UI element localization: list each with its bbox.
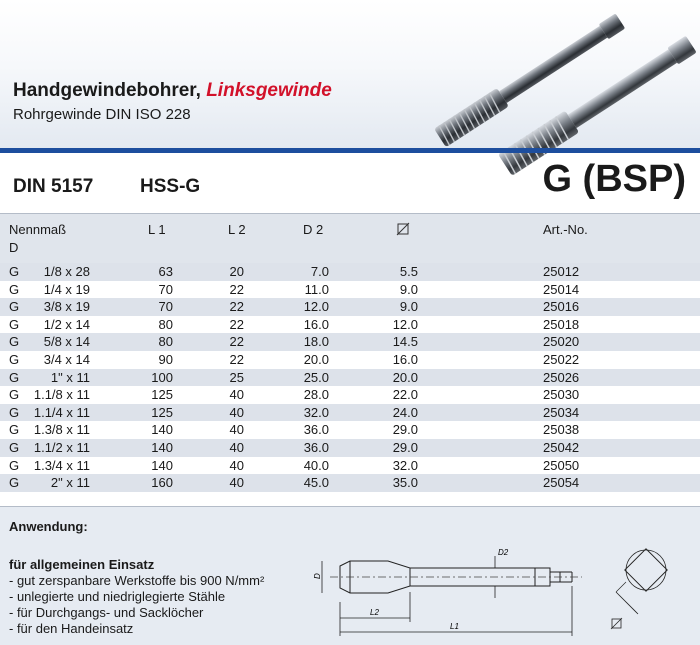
tap-technical-drawing bbox=[300, 542, 590, 642]
cell-square: 20.0 bbox=[392, 369, 418, 385]
cell-artno: 25016 bbox=[543, 299, 580, 315]
cell-l1: 80 bbox=[158, 316, 173, 332]
cell-l1: 140 bbox=[151, 439, 173, 455]
cell-size: 1/2 x 14 bbox=[43, 316, 90, 332]
table-body bbox=[0, 263, 700, 492]
cell-d2: 25.0 bbox=[303, 369, 329, 385]
cell-d2: 36.0 bbox=[303, 439, 329, 455]
cell-square: 9.0 bbox=[399, 281, 418, 297]
cell-artno: 25050 bbox=[543, 457, 580, 473]
cell-l1: 80 bbox=[158, 334, 173, 350]
table-row bbox=[0, 351, 700, 369]
table-row bbox=[0, 421, 700, 439]
cell-size: 1.1/2 x 11 bbox=[33, 439, 90, 455]
cell-g: G bbox=[9, 457, 20, 473]
cell-l1: 140 bbox=[151, 422, 173, 438]
cell-square: 32.0 bbox=[392, 457, 418, 473]
cell-g: G bbox=[9, 439, 20, 455]
table-row bbox=[0, 298, 700, 316]
cell-square: 9.0 bbox=[399, 299, 418, 315]
cell-d2: 32.0 bbox=[303, 404, 329, 420]
cell-g: G bbox=[9, 281, 20, 297]
usage-section bbox=[0, 506, 700, 645]
cell-square: 12.0 bbox=[392, 316, 418, 332]
page-title bbox=[13, 80, 332, 102]
cell-l2: 40 bbox=[229, 404, 244, 420]
col-square bbox=[396, 222, 410, 239]
din-standard: DIN 5157 bbox=[13, 176, 94, 197]
cell-l1: 160 bbox=[151, 475, 173, 491]
cell-d2: 7.0 bbox=[310, 264, 329, 279]
usage-list bbox=[9, 573, 264, 637]
cell-l2: 22 bbox=[229, 281, 244, 297]
cell-l2: 22 bbox=[229, 299, 244, 315]
blue-divider bbox=[0, 148, 700, 153]
material-label: HSS-G bbox=[140, 176, 201, 197]
cell-l2: 22 bbox=[229, 351, 244, 367]
cell-g: G bbox=[9, 299, 20, 315]
cell-l1: 70 bbox=[158, 281, 173, 297]
drawing-label-l2: L2 bbox=[370, 608, 379, 617]
page-subtitle: Rohrgewinde DIN ISO 228 bbox=[13, 106, 191, 123]
drawing-label-d: D bbox=[313, 573, 322, 579]
cell-l2: 40 bbox=[229, 457, 244, 473]
table-header bbox=[0, 213, 700, 263]
cell-square: 22.0 bbox=[392, 387, 418, 403]
cell-size: 1.3/4 x 11 bbox=[33, 457, 90, 473]
cell-d2: 16.0 bbox=[303, 316, 329, 332]
col-l2: L 2 bbox=[228, 222, 246, 237]
table-row bbox=[0, 404, 700, 422]
cell-size: 2" x 11 bbox=[50, 475, 90, 491]
cell-g: G bbox=[9, 334, 20, 350]
cell-artno: 25034 bbox=[543, 404, 580, 420]
cell-artno: 25054 bbox=[543, 475, 580, 491]
cell-artno: 25020 bbox=[543, 334, 580, 350]
cell-artno: 25018 bbox=[543, 316, 580, 332]
cell-d2: 40.0 bbox=[303, 457, 329, 473]
cell-size: 1/8 x 28 bbox=[43, 264, 90, 279]
cell-d2: 12.0 bbox=[303, 299, 329, 315]
cell-d2: 28.0 bbox=[303, 387, 329, 403]
cell-l2: 40 bbox=[229, 422, 244, 438]
cell-l2: 40 bbox=[229, 387, 244, 403]
col-artno: Art.-No. bbox=[543, 222, 588, 237]
cell-l2: 40 bbox=[229, 475, 244, 491]
cell-l2: 22 bbox=[229, 316, 244, 332]
cell-l2: 20 bbox=[229, 264, 244, 279]
cell-g: G bbox=[9, 351, 20, 367]
usage-item: - unlegierte und niedriglegierte Stähle bbox=[9, 589, 226, 604]
cell-square: 14.5 bbox=[392, 334, 418, 350]
cell-g: G bbox=[9, 369, 20, 385]
table-row bbox=[0, 439, 700, 457]
cell-l2: 40 bbox=[229, 439, 244, 455]
drawing-label-d2: D2 bbox=[498, 548, 509, 557]
cell-l2: 25 bbox=[229, 369, 244, 385]
cell-artno: 25026 bbox=[543, 369, 580, 385]
cell-l1: 63 bbox=[158, 264, 173, 279]
cell-artno: 25012 bbox=[543, 264, 580, 279]
cell-size: 1.1/4 x 11 bbox=[33, 404, 90, 420]
cell-artno: 25042 bbox=[543, 439, 580, 455]
square-drive-drawing bbox=[608, 547, 678, 637]
cell-l1: 100 bbox=[151, 369, 173, 385]
cell-d2: 20.0 bbox=[303, 351, 329, 367]
cell-artno: 25022 bbox=[543, 351, 580, 367]
cell-size: 1/4 x 19 bbox=[43, 281, 90, 297]
cell-artno: 25014 bbox=[543, 281, 580, 297]
col-d: D bbox=[9, 240, 19, 255]
col-d2: D 2 bbox=[303, 222, 324, 237]
square-size-icon bbox=[396, 222, 410, 236]
cell-artno: 25038 bbox=[543, 422, 580, 438]
cell-g: G bbox=[9, 316, 20, 332]
square-icon bbox=[611, 618, 622, 629]
cell-size: 1.1/8 x 11 bbox=[33, 387, 90, 403]
cell-g: G bbox=[9, 475, 20, 491]
cell-square: 5.5 bbox=[399, 264, 418, 279]
table-row bbox=[0, 457, 700, 475]
cell-artno: 25030 bbox=[543, 387, 580, 403]
cell-g: G bbox=[9, 422, 20, 438]
cell-g: G bbox=[9, 264, 20, 279]
col-l1: L 1 bbox=[148, 222, 166, 237]
usage-title: Anwendung: bbox=[9, 519, 88, 534]
cell-d2: 11.0 bbox=[304, 281, 329, 297]
col-nennmass: Nennmaß bbox=[9, 222, 67, 237]
usage-item: - gut zerspanbare Werkstoffe bis 900 N/mm² bbox=[9, 573, 265, 588]
cell-square: 35.0 bbox=[392, 475, 418, 491]
cell-l1: 140 bbox=[151, 457, 173, 473]
table-row bbox=[0, 474, 700, 492]
cell-l1: 90 bbox=[158, 351, 173, 367]
table-row bbox=[0, 316, 700, 334]
cell-size: 1.3/8 x 11 bbox=[33, 422, 90, 438]
cell-size: 3/4 x 14 bbox=[43, 351, 90, 367]
cell-g: G bbox=[9, 404, 20, 420]
cell-square: 24.0 bbox=[392, 404, 418, 420]
cell-l1: 70 bbox=[158, 299, 173, 315]
cell-size: 5/8 x 14 bbox=[43, 334, 90, 350]
title-accent: Linksgewinde bbox=[206, 80, 332, 101]
cell-l1: 125 bbox=[151, 404, 173, 420]
table-row bbox=[0, 281, 700, 299]
thread-type: G (BSP) bbox=[542, 158, 686, 200]
cell-d2: 45.0 bbox=[303, 475, 329, 491]
title-main: Handgewindebohrer, bbox=[13, 80, 207, 101]
table-row bbox=[0, 263, 700, 281]
cell-square: 29.0 bbox=[392, 439, 418, 455]
table-row bbox=[0, 333, 700, 351]
table-row bbox=[0, 369, 700, 387]
cell-square: 29.0 bbox=[392, 422, 418, 438]
cell-size: 3/8 x 19 bbox=[43, 299, 90, 315]
cell-square: 16.0 bbox=[392, 351, 418, 367]
usage-subtitle: für allgemeinen Einsatz bbox=[9, 557, 155, 572]
cell-l1: 125 bbox=[151, 387, 173, 403]
usage-item: - für den Handeinsatz bbox=[9, 621, 134, 636]
drawing-label-l1: L1 bbox=[450, 622, 459, 631]
usage-item: - für Durchgangs- und Sacklöcher bbox=[9, 605, 204, 620]
cell-g: G bbox=[9, 387, 20, 403]
table-row bbox=[0, 386, 700, 404]
cell-d2: 36.0 bbox=[303, 422, 329, 438]
cell-l2: 22 bbox=[229, 334, 244, 350]
cell-size: 1" x 11 bbox=[50, 369, 90, 385]
cell-d2: 18.0 bbox=[303, 334, 329, 350]
